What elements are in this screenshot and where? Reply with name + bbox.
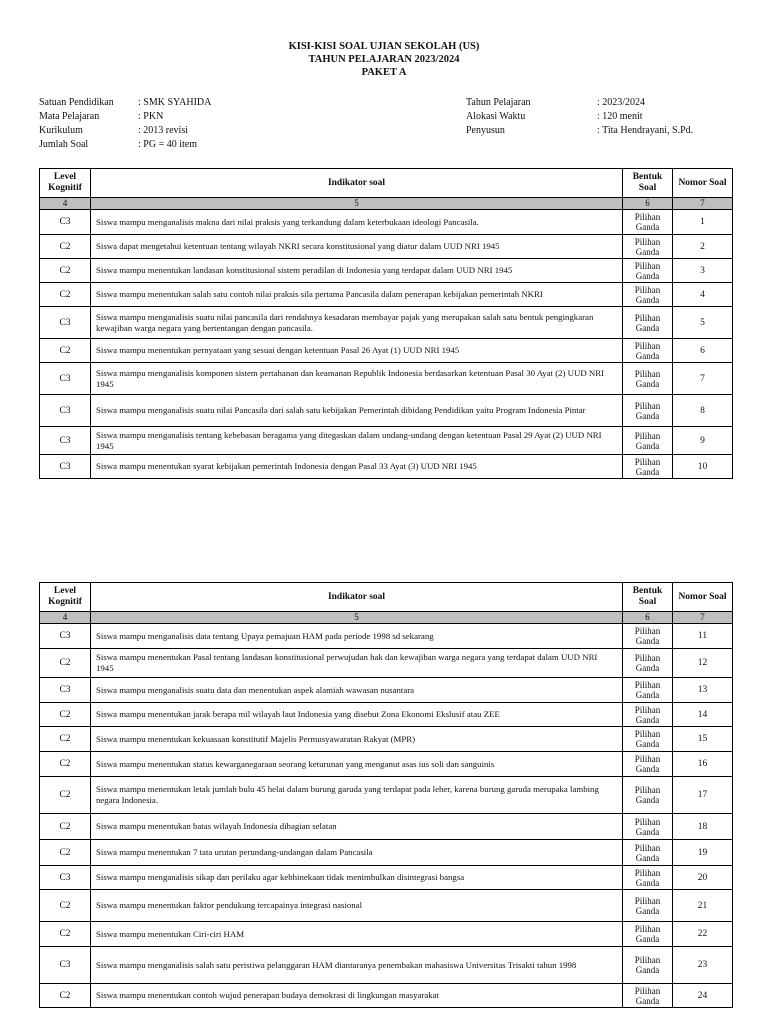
bentuk-cell: Pilihan Ganda (623, 455, 673, 479)
table-row (40, 427, 733, 455)
table-row (40, 866, 733, 890)
level-cell: C3 (40, 678, 91, 703)
indikator-cell: Siswa mampu menganalisis sikap dan perilaku agar kebhinekaan tidak menimbulkan disintegrasi bangsa (91, 866, 623, 890)
table-row (40, 984, 733, 1008)
table-row (40, 339, 733, 363)
info-value: : PKN (138, 110, 163, 124)
table-row (40, 455, 733, 479)
level-cell: C2 (40, 922, 91, 947)
level-cell: C2 (40, 649, 91, 678)
nomor-cell: 9 (673, 427, 733, 455)
info-label: Tahun Pelajaran (466, 97, 531, 108)
bentuk-cell: Pilihan Ganda (623, 427, 673, 455)
indikator-cell: Siswa mampu menganalisis komponen sistem pertahanan dan keamanan Republik Indonesia berdasarkan ketentuan Pasal 30 Ayat (2) UUD NRI 1945 (91, 363, 623, 395)
indikator-cell: Siswa mampu menentukan faktor pendukung tercapainya integrasi nasional (91, 890, 623, 922)
bentuk-cell: Pilihan Ganda (623, 624, 673, 649)
level-cell: C2 (40, 235, 91, 259)
nomor-header: Nomor Soal (673, 169, 733, 198)
table-row (40, 922, 733, 947)
column-number: 4 (40, 612, 91, 624)
indikator-header: Indikator soal (91, 583, 623, 612)
info-row (466, 96, 693, 110)
bentuk-cell: Pilihan Ganda (623, 947, 673, 984)
column-number-row (40, 198, 733, 210)
indikator-cell: Siswa mampu menganalisis suatu nilai Pancasila dari salah satu kebijakan Pemerintah dibidang Pendidikan yaitu Program Indonesia Pintar (91, 395, 623, 427)
indikator-cell: Siswa mampu menganalisis suatu nilai pancasila dari rendahnya kesadaran membayar pajak yang merupakan salah satu bentuk pengingkaran kewajiban warga negara yang bertentangan dengan pancasila. (91, 307, 623, 339)
title-line-1: KISI-KISI SOAL UJIAN SEKOLAH (US) (288, 41, 480, 52)
info-value: : Tita Hendrayani, S.Pd. (597, 124, 693, 138)
info-label: Alokasi Waktu (466, 111, 526, 122)
info-row (39, 110, 211, 124)
column-number: 4 (40, 198, 91, 210)
table-row (40, 395, 733, 427)
level-cell: C2 (40, 727, 91, 752)
table-body (40, 210, 733, 479)
school-info (39, 96, 211, 152)
level-cell: C3 (40, 455, 91, 479)
level-cell: C2 (40, 984, 91, 1008)
info-row (39, 138, 211, 152)
info-value: : 2023/2024 (597, 96, 645, 110)
nomor-cell: 4 (673, 283, 733, 307)
bentuk-cell: Pilihan Ganda (623, 814, 673, 840)
indikator-cell: Siswa mampu menganalisis data tentang Upaya pemajuan HAM pada periode 1998 sd sekarang (91, 624, 623, 649)
column-number: 7 (673, 198, 733, 210)
level-cell: C3 (40, 395, 91, 427)
level-cell: C2 (40, 840, 91, 866)
info-value: : PG = 40 item (138, 138, 197, 152)
table-row (40, 814, 733, 840)
level-cell: C3 (40, 427, 91, 455)
nomor-cell: 16 (673, 752, 733, 777)
bentuk-cell: Pilihan Ganda (623, 395, 673, 427)
bentuk-cell: Pilihan Ganda (623, 890, 673, 922)
info-value: : 120 menit (597, 110, 643, 124)
bentuk-header: Bentuk Soal (623, 169, 673, 198)
table-row (40, 703, 733, 727)
table-row (40, 363, 733, 395)
indikator-cell: Siswa mampu menentukan Ciri-ciri HAM (91, 922, 623, 947)
table-row (40, 307, 733, 339)
column-number-row (40, 612, 733, 624)
nomor-cell: 10 (673, 455, 733, 479)
indikator-cell: Siswa mampu menganalisis salah satu peristiwa pelanggaran HAM diantaranya penembakan mahasiswa Universitas Trisakti tahun 1998 (91, 947, 623, 984)
info-label: Jumlah Soal (39, 139, 89, 150)
level-cell: C3 (40, 210, 91, 235)
bentuk-cell: Pilihan Ganda (623, 703, 673, 727)
table-row (40, 840, 733, 866)
nomor-cell: 1 (673, 210, 733, 235)
title-line-2: TAHUN PELAJARAN 2023/2024 (308, 54, 460, 65)
indikator-header: Indikator soal (91, 169, 623, 198)
indicator-table-2 (39, 582, 733, 1008)
bentuk-cell: Pilihan Ganda (623, 678, 673, 703)
table-row (40, 777, 733, 814)
level-cell: C2 (40, 814, 91, 840)
table-row (40, 235, 733, 259)
indikator-cell: Siswa mampu menentukan status kewarganegaraan seorang keturunan yang menganut asas ius soli dan sanguinis (91, 752, 623, 777)
level-cell: C2 (40, 890, 91, 922)
level-header: Level Kognitif (40, 583, 91, 612)
indikator-cell: Siswa mampu menentukan salah satu contoh nilai praksis sila pertama Pancasila dalam penerapan kebijakan pemerintah NKRI (91, 283, 623, 307)
bentuk-cell: Pilihan Ganda (623, 307, 673, 339)
level-cell: C3 (40, 947, 91, 984)
indikator-cell: Siswa mampu menganalisis makna dari nilai praksis yang terkandung dalam keterbukaan ideologi Pancasila. (91, 210, 623, 235)
nomor-cell: 2 (673, 235, 733, 259)
column-number: 6 (623, 198, 673, 210)
nomor-cell: 19 (673, 840, 733, 866)
table-row (40, 624, 733, 649)
nomor-cell: 24 (673, 984, 733, 1008)
bentuk-cell: Pilihan Ganda (623, 339, 673, 363)
exam-info (466, 96, 693, 138)
nomor-cell: 21 (673, 890, 733, 922)
table-row (40, 727, 733, 752)
indikator-cell: Siswa mampu menganalisis suatu data dan menentukan aspek alamiah wawasan nusantara (91, 678, 623, 703)
level-cell: C3 (40, 307, 91, 339)
info-row (39, 96, 211, 110)
indikator-cell: Siswa mampu menentukan jarak berapa mil wilayah laut Indonesia yang disebut Zona Ekonomi Ekslusif atau ZEE (91, 703, 623, 727)
info-label: Satuan Pendidikan (39, 97, 114, 108)
nomor-cell: 13 (673, 678, 733, 703)
indikator-cell: Siswa mampu menentukan kekuasaan konstitutif Majelis Permusyawaratan Rakyat (MPR) (91, 727, 623, 752)
bentuk-cell: Pilihan Ganda (623, 727, 673, 752)
level-cell: C2 (40, 752, 91, 777)
table-body (40, 624, 733, 1008)
bentuk-cell: Pilihan Ganda (623, 235, 673, 259)
nomor-cell: 11 (673, 624, 733, 649)
nomor-cell: 18 (673, 814, 733, 840)
nomor-cell: 20 (673, 866, 733, 890)
column-number: 5 (91, 198, 623, 210)
bentuk-cell: Pilihan Ganda (623, 866, 673, 890)
info-value: : 2013 revisi (138, 124, 188, 138)
column-number: 5 (91, 612, 623, 624)
nomor-cell: 14 (673, 703, 733, 727)
indikator-cell: Siswa mampu menentukan letak jumlah bulu 45 helai dalam burung garuda yang terdapat pada leher, karena burung garuda merupaka lambing negara Indonesia. (91, 777, 623, 814)
nomor-cell: 8 (673, 395, 733, 427)
bentuk-cell: Pilihan Ganda (623, 922, 673, 947)
table-row (40, 649, 733, 678)
table-row (40, 752, 733, 777)
info-row (466, 124, 693, 138)
nomor-cell: 6 (673, 339, 733, 363)
nomor-cell: 12 (673, 649, 733, 678)
info-row (39, 124, 211, 138)
nomor-cell: 17 (673, 777, 733, 814)
level-cell: C3 (40, 363, 91, 395)
bentuk-cell: Pilihan Ganda (623, 210, 673, 235)
info-label: Mata Pelajaran (39, 111, 100, 122)
nomor-cell: 5 (673, 307, 733, 339)
indikator-cell: Siswa mampu menentukan pernyataan yang sesuai dengan ketentuan Pasal 26 Ayat (1) UUD NRI 1945 (91, 339, 623, 363)
column-number: 7 (673, 612, 733, 624)
level-cell: C2 (40, 259, 91, 283)
level-cell: C2 (40, 703, 91, 727)
level-cell: C2 (40, 339, 91, 363)
header-row (40, 583, 733, 612)
info-label: Kurikulum (39, 125, 83, 136)
indikator-cell: Siswa mampu menentukan Pasal tentang landasan konstitusional perwujudan hak dan kewajiban warga negara yang terdapat dalam UUD NRI 1945 (91, 649, 623, 678)
nomor-cell: 3 (673, 259, 733, 283)
bentuk-cell: Pilihan Ganda (623, 752, 673, 777)
table-row (40, 890, 733, 922)
bentuk-cell: Pilihan Ganda (623, 649, 673, 678)
indikator-cell: Siswa mampu menentukan batas wilayah Indonesia dibagian selatan (91, 814, 623, 840)
info-value: : SMK SYAHIDA (138, 96, 211, 110)
bentuk-cell: Pilihan Ganda (623, 840, 673, 866)
bentuk-cell: Pilihan Ganda (623, 984, 673, 1008)
nomor-cell: 23 (673, 947, 733, 984)
bentuk-cell: Pilihan Ganda (623, 259, 673, 283)
indikator-cell: Siswa mampu menentukan contoh wujud penerapan budaya demokrasi di lingkungan masyarakat (91, 984, 623, 1008)
indikator-cell: Siswa mampu menganalisis tentang kebebasan beragama yang ditegaskan dalam undang-undang dengan ketentuan Pasal 29 Ayat (2) UUD NRI 1945 (91, 427, 623, 455)
nomor-header: Nomor Soal (673, 583, 733, 612)
indikator-cell: Siswa dapat mengetahui ketentuan tentang wilayah NKRI secara konstitusional yang diatur dalam UUD NRI 1945 (91, 235, 623, 259)
indikator-cell: Siswa mampu menentukan landasan konstitusional sistem peradilan di Indonesia yang terdapat dalam UUD NRI 1945 (91, 259, 623, 283)
table-row (40, 259, 733, 283)
indikator-cell: Siswa mampu menentukan syarat kebijakan pemerintah Indonesia dengan Pasal 33 Ayat (3) UUD NRI 1945 (91, 455, 623, 479)
table-row (40, 678, 733, 703)
bentuk-cell: Pilihan Ganda (623, 363, 673, 395)
level-cell: C3 (40, 866, 91, 890)
level-cell: C3 (40, 624, 91, 649)
table-row (40, 210, 733, 235)
table-row (40, 947, 733, 984)
nomor-cell: 7 (673, 363, 733, 395)
info-label: Penyusun (466, 125, 505, 136)
level-header: Level Kognitif (40, 169, 91, 198)
indicator-table-1 (39, 168, 733, 479)
table-row (40, 283, 733, 307)
level-cell: C2 (40, 283, 91, 307)
bentuk-cell: Pilihan Ganda (623, 283, 673, 307)
document-title (0, 40, 768, 79)
title-line-3: PAKET A (361, 67, 407, 78)
info-row (466, 110, 693, 124)
bentuk-header: Bentuk Soal (623, 583, 673, 612)
indikator-cell: Siswa mampu menentukan 7 tata urutan perundang-undangan dalam Pancasila (91, 840, 623, 866)
nomor-cell: 15 (673, 727, 733, 752)
column-number: 6 (623, 612, 673, 624)
bentuk-cell: Pilihan Ganda (623, 777, 673, 814)
nomor-cell: 22 (673, 922, 733, 947)
header-row (40, 169, 733, 198)
level-cell: C2 (40, 777, 91, 814)
